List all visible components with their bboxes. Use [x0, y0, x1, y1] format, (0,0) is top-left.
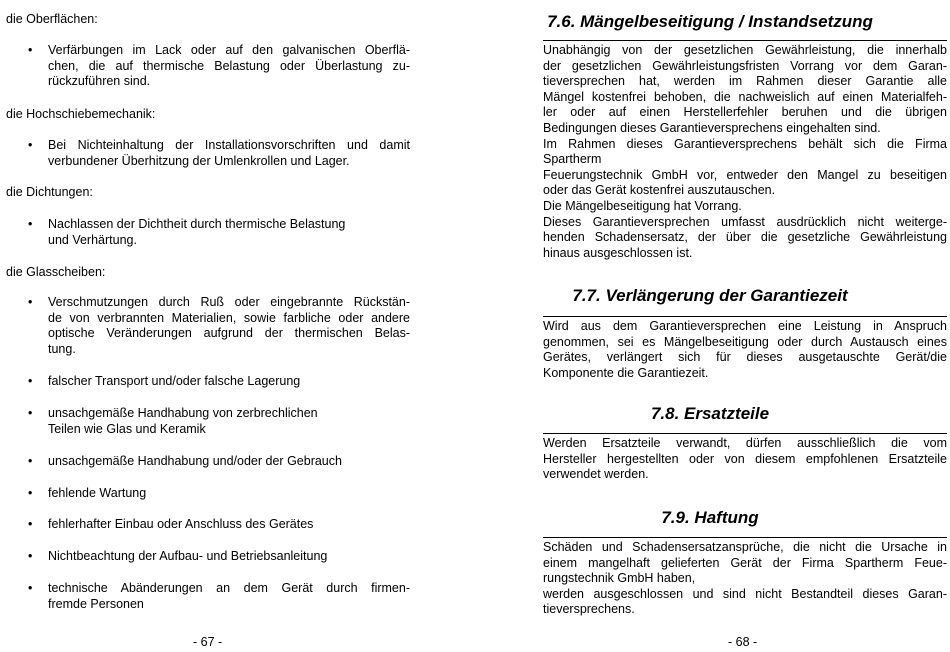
paragraph-line: Gerätes, verlängert sich für dieses ausgetauschte Gerät/die: [543, 350, 947, 365]
bullet-item: [48, 295, 410, 357]
paragraph-line: Schäden und Schadensersatzansprüche, die nicht die Ursache in: [543, 540, 947, 554]
heading-rule: [543, 537, 947, 538]
paragraph-line: Dieses Garantieversprechen umfasst ausdrücklich nicht weiterge-: [543, 214, 947, 229]
paragraph-line: tieversprechen hat, werden im Rahmen dieser Garantie alle: [543, 74, 947, 89]
paragraph-line: Im Rahmen dieses Garantieversprechens behält sich die Firma: [543, 136, 947, 151]
section-heading: 7.6. Mängelbeseitigung / Instandsetzung: [547, 12, 873, 31]
section-paragraph: [543, 319, 947, 381]
paragraph-line: Die Mängelbeseitigung hat Vorrang.: [543, 198, 742, 213]
bullet-line: • Verfärbungen im Lack oder auf den galvanischen Oberflä-: [48, 43, 410, 57]
page-number: - 67 -: [193, 635, 223, 649]
bullet-line: • unsachgemäße Handhabung von zerbrechlichen: [48, 406, 318, 420]
section-heading: 7.7. Verlängerung der Garantiezeit: [572, 286, 848, 305]
bullet-item: [48, 454, 410, 470]
section-label: die Oberflächen:: [6, 12, 98, 26]
paragraph-line: Mängel kostenfrei behoben, die nachweislich auf einen Materialfeh-: [543, 89, 947, 104]
paragraph-line: genommen, sei es Mängelbeseitigung oder durch Austausch eines: [543, 334, 947, 349]
bullet-line: • unsachgemäße Handhabung und/oder der Gebrauch: [48, 454, 342, 468]
bullet-line: • fehlende Wartung: [48, 486, 147, 500]
bullet-line: de von verbrannten Materialien, sowie farbliche oder andere: [48, 310, 410, 325]
paragraph-line: Bedingungen dieses Garantieversprechens eingehalten sind.: [543, 120, 881, 135]
bullet-item: [48, 486, 410, 502]
section-paragraph: [543, 436, 947, 483]
heading-rule: [543, 40, 947, 41]
paragraph-line: einem mangelhaft gelieferten Gerät der Firma Spartherm Feue-: [543, 555, 947, 570]
paragraph-line: hinaus ausgeschlossen ist.: [543, 245, 693, 260]
bullet-line: rückzuführen sind.: [48, 74, 151, 89]
section-label: die Dichtungen:: [6, 185, 93, 199]
paragraph-line: werden ausgeschlossen und sind nicht Bestandteil dieses Garan-: [543, 586, 947, 601]
bullet-line: • Bei Nichteinhaltung der Installationsvorschriften und damit: [48, 138, 410, 152]
bullet-item: [48, 406, 410, 437]
paragraph-line: der gesetzlichen Gewährleistungsfristen Vorrang vor dem Garan-: [543, 58, 947, 73]
section-heading: 7.9. Haftung: [661, 508, 759, 527]
heading-rule: [543, 433, 947, 434]
bullet-line: optische Veränderungen aufgrund der thermischen Belas-: [48, 326, 410, 341]
paragraph-line: Unabhängig von der gesetzlichen Gewährleistung, die innerhalb: [543, 43, 947, 57]
section-heading: 7.8. Ersatzteile: [650, 404, 770, 423]
paragraph-line: tieversprechens.: [543, 602, 635, 617]
right-page: [470, 0, 950, 652]
bullet-line: • falscher Transport und/oder falsche Lagerung: [48, 374, 301, 388]
paragraph-line: ler oder auf einen Herstellerfehler beruhen und die übrigen: [543, 105, 947, 120]
bullet-item: [48, 138, 410, 169]
left-page: [0, 0, 470, 652]
bullet-item: [48, 217, 410, 248]
paragraph-line: oder das Gerät kostenfrei auszutauschen.: [543, 183, 776, 198]
bullet-line: chen, die auf thermische Belastung oder Überlastung zu-: [48, 58, 410, 73]
paragraph-line: rungstechnik GmbH haben,: [543, 571, 696, 586]
bullet-line: tung.: [48, 341, 76, 356]
heading-rule: [543, 316, 947, 317]
bullet-item: [48, 43, 410, 90]
section-paragraph: [543, 540, 947, 618]
paragraph-line: Komponente die Garantiezeit.: [543, 365, 709, 380]
paragraph-line: Hersteller hergestellten oder von diesem empfohlenen Ersatzteile: [543, 451, 947, 466]
bullet-line: • technische Abänderungen an dem Gerät durch firmen-: [48, 581, 410, 595]
bullet-item: [48, 374, 410, 390]
bullet-line: fremde Personen: [48, 596, 144, 611]
section-label: die Hochschiebemechanik:: [6, 107, 156, 121]
bullet-item: [48, 517, 410, 533]
page-number: - 68 -: [728, 635, 758, 649]
paragraph-line: Spartherm: [543, 152, 602, 167]
bullet-line: und Verhärtung.: [48, 232, 137, 247]
section-label: die Glasscheiben:: [6, 265, 106, 279]
bullet-line: • Verschmutzungen durch Ruß oder eingebrannte Rückstän-: [48, 295, 410, 309]
paragraph-line: Wird aus dem Garantieversprechen eine Leistung in Anspruch: [543, 319, 947, 333]
bullet-line: • Nichtbeachtung der Aufbau- und Betriebsanleitung: [48, 549, 328, 563]
paragraph-line: Feuerungstechnik GmbH vor, entweder den Mangel zu beseitigen: [543, 167, 947, 182]
bullet-line: • fehlerhafter Einbau oder Anschluss des Gerätes: [48, 517, 314, 531]
bullet-line: • Nachlassen der Dichtheit durch thermische Belastung: [48, 217, 346, 231]
bullet-item: [48, 549, 410, 565]
section-paragraph: [543, 43, 947, 261]
paragraph-line: Werden Ersatzteile verwandt, dürfen ausschließlich die vom: [543, 436, 947, 450]
bullet-line: verbundener Überhitzung der Umlenkrollen und Lager.: [48, 153, 350, 168]
paragraph-line: henden Schadensersatz, der über die gesetzliche Gewährleistung: [543, 230, 947, 245]
bullet-line: Teilen wie Glas und Keramik: [48, 421, 206, 436]
bullet-item: [48, 581, 410, 612]
paragraph-line: verwendet werden.: [543, 467, 649, 482]
